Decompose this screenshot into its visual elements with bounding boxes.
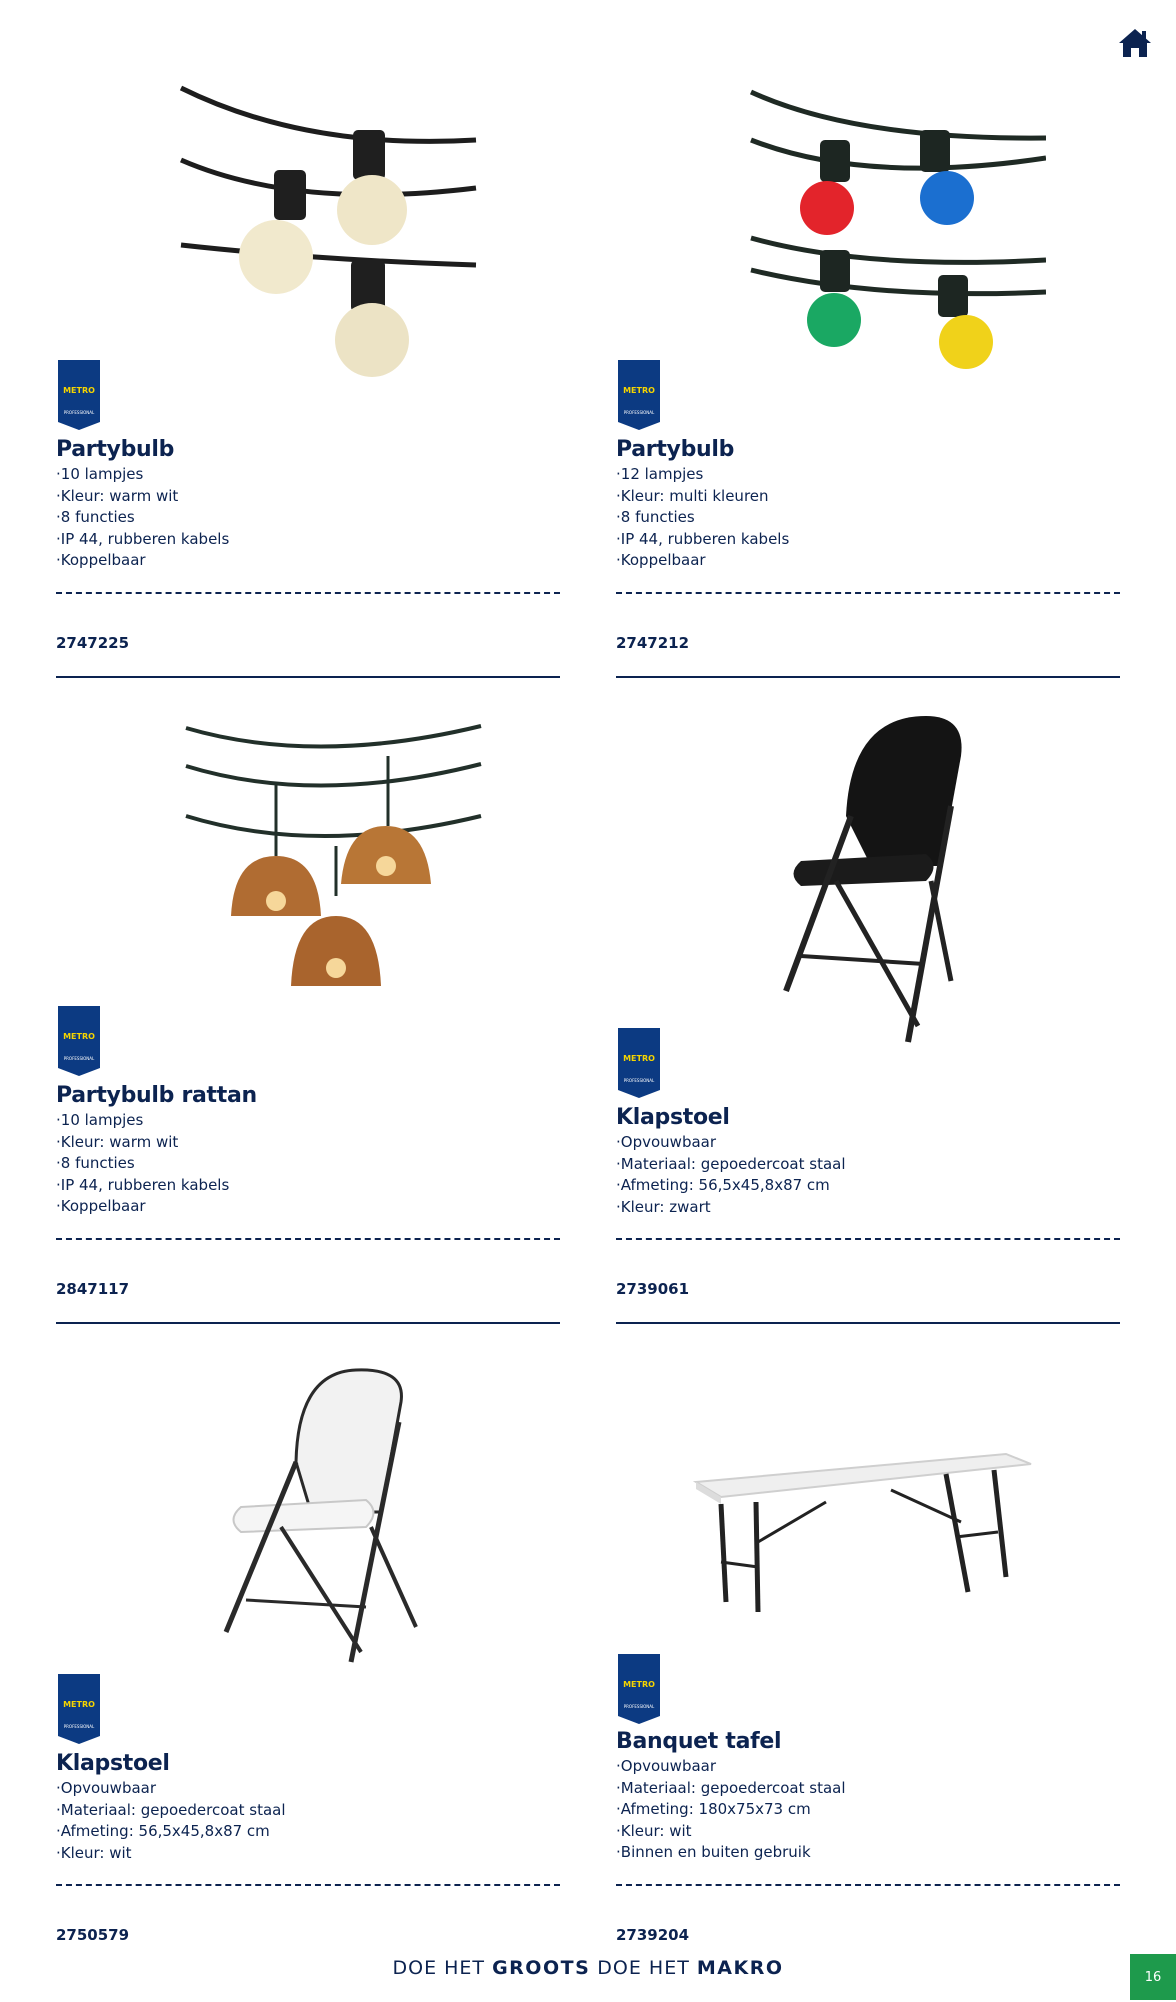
string-lights-warm-white-image [116, 70, 486, 380]
product-card [616, 1362, 1120, 2002]
badge-line: PROFESSIONAL [623, 410, 655, 415]
folding-table-white-image [676, 1362, 1046, 1672]
product-title: Klapstoel [616, 1105, 730, 1130]
slogan-part: DOE HET [590, 1957, 697, 1979]
badge-line: PROFESSIONAL [63, 410, 95, 415]
metro-professional-badge [618, 360, 660, 430]
string-lights-rattan-image [116, 716, 486, 1026]
spec-item: · Kleur: warm wit [56, 1132, 560, 1154]
spec-item: · 8 functies [56, 1153, 560, 1175]
spec-item: · IP 44, rubberen kabels [56, 1175, 560, 1197]
spec-item: · Materiaal: gepoedercoat staal [616, 1778, 1120, 1800]
solid-divider [56, 1322, 560, 1324]
article-code: 2750579 [56, 1926, 130, 1944]
product-title: Partybulb [616, 437, 735, 462]
badge-line: PROFESSIONAL [63, 1056, 95, 1061]
spec-item: · Koppelbaar [56, 550, 560, 572]
spec-item: · Afmeting: 56,5x45,8x87 cm [56, 1821, 560, 1843]
spec-item: · 8 functies [56, 507, 560, 529]
article-code: 2739204 [616, 1926, 690, 1944]
badge-brand: METRO [63, 386, 95, 395]
page-number: 16 [1130, 1954, 1176, 2000]
spec-item: · 10 lampjes [56, 464, 560, 486]
spec-item: · Afmeting: 56,5x45,8x87 cm [616, 1175, 1120, 1197]
spec-item: · Kleur: wit [616, 1821, 1120, 1843]
product-card [56, 1362, 560, 2002]
product-title: Partybulb rattan [56, 1083, 257, 1108]
product-title: Klapstoel [56, 1751, 170, 1776]
spec-item: · Opvouwbaar [616, 1132, 1120, 1154]
slogan-bold: MAKRO [696, 1957, 784, 1979]
dashed-divider [616, 592, 1120, 594]
dashed-divider [616, 1884, 1120, 1886]
spec-item: · Binnen en buiten gebruik [616, 1842, 1120, 1864]
spec-item: · 8 functies [616, 507, 1120, 529]
metro-professional-badge [58, 1006, 100, 1076]
spec-item: · Afmeting: 180x75x73 cm [616, 1799, 1120, 1821]
spec-item: · Materiaal: gepoedercoat staal [56, 1800, 560, 1822]
spec-item: · IP 44, rubberen kabels [616, 529, 1120, 551]
spec-item: · Kleur: zwart [616, 1197, 1120, 1219]
badge-line: PROFESSIONAL [623, 1704, 655, 1709]
string-lights-multicolor-image [676, 70, 1046, 380]
spec-item: · Kleur: multi kleuren [616, 486, 1120, 508]
spec-item: · Kleur: wit [56, 1843, 560, 1865]
spec-item: · Koppelbaar [616, 550, 1120, 572]
badge-brand: METRO [623, 1054, 655, 1063]
badge-brand: METRO [63, 1700, 95, 1709]
spec-item: · Opvouwbaar [616, 1756, 1120, 1778]
folding-chair-white-image [116, 1362, 486, 1672]
footer-slogan [0, 1957, 1176, 1979]
spec-item: · 12 lampjes [616, 464, 1120, 486]
badge-line: PROFESSIONAL [623, 1078, 655, 1083]
product-card [56, 70, 560, 710]
dashed-divider [56, 1884, 560, 1886]
folding-chair-black-image [676, 716, 1046, 1026]
slogan-part: DOE HET [392, 1957, 493, 1979]
spec-item: · Koppelbaar [56, 1196, 560, 1218]
metro-professional-badge [58, 360, 100, 430]
badge-line: PROFESSIONAL [63, 1724, 95, 1729]
product-card [616, 70, 1120, 710]
dashed-divider [616, 1238, 1120, 1240]
solid-divider [616, 676, 1120, 678]
product-title: Banquet tafel [616, 1729, 782, 1754]
article-code: 2747225 [56, 634, 130, 652]
solid-divider [56, 676, 560, 678]
spec-item: · IP 44, rubberen kabels [56, 529, 560, 551]
dashed-divider [56, 592, 560, 594]
article-code: 2739061 [616, 1280, 690, 1298]
home-icon[interactable] [1116, 24, 1154, 62]
badge-brand: METRO [623, 1680, 655, 1689]
spec-item: · 10 lampjes [56, 1110, 560, 1132]
article-code: 2747212 [616, 634, 690, 652]
metro-professional-badge [618, 1654, 660, 1724]
metro-professional-badge [58, 1674, 100, 1744]
spec-item: · Kleur: warm wit [56, 486, 560, 508]
slogan-bold: GROOTS [492, 1957, 591, 1979]
dashed-divider [56, 1238, 560, 1240]
badge-brand: METRO [63, 1032, 95, 1041]
spec-item: · Materiaal: gepoedercoat staal [616, 1154, 1120, 1176]
metro-professional-badge [618, 1028, 660, 1098]
product-title: Partybulb [56, 437, 175, 462]
spec-item: · Opvouwbaar [56, 1778, 560, 1800]
product-card [56, 716, 560, 1356]
product-card [616, 716, 1120, 1356]
article-code: 2847117 [56, 1280, 130, 1298]
solid-divider [616, 1322, 1120, 1324]
badge-brand: METRO [623, 386, 655, 395]
